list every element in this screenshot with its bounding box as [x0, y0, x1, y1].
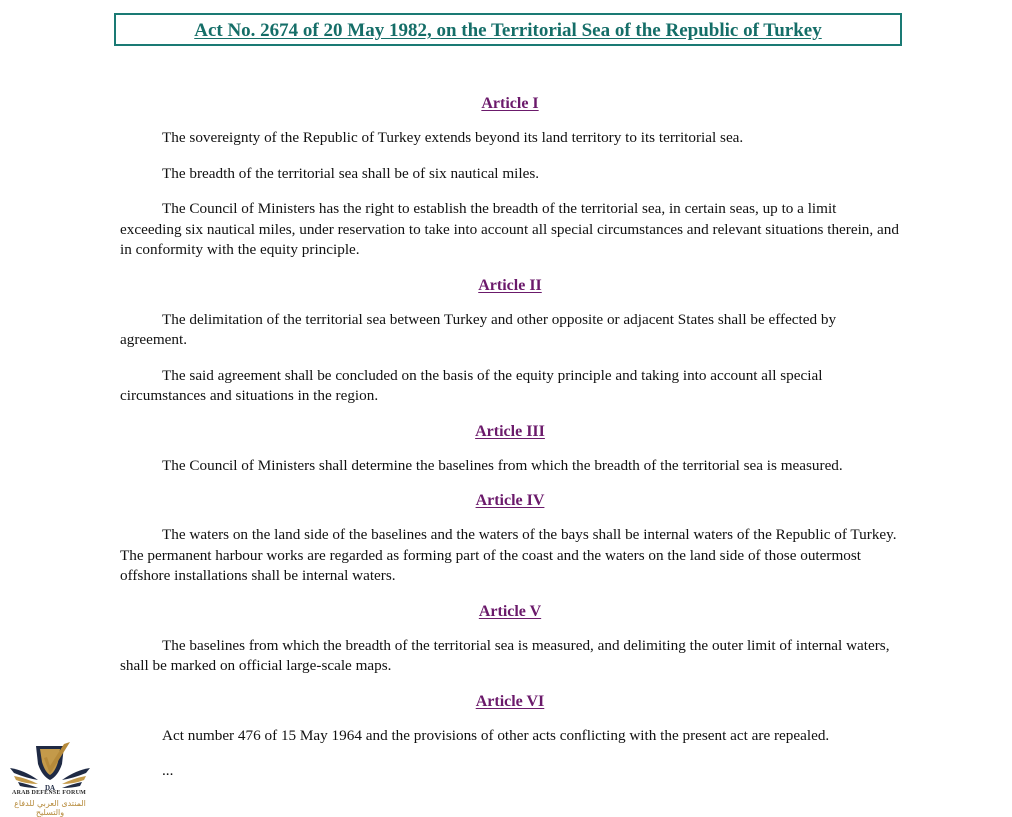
logo-monogram: DA [44, 784, 56, 792]
article-paragraph: The Council of Ministers shall determine the baselines from which the breadth of the territorial sea is measured. [162, 456, 843, 474]
document-body [120, 94, 900, 782]
article-paragraph: The baselines from which the breadth of the territorial sea is measured, and delimiting the outer limit of internal waters, shall be marked on official large-scale maps. [120, 636, 890, 674]
article-heading-link[interactable]: Article VI [475, 692, 545, 710]
article-paragraph: The sovereignty of the Republic of Turkey extends beyond its land territory to its territorial sea. [162, 129, 744, 146]
article-paragraph: The waters on the land side of the baselines and the waters of the bays shall be internal waters of the Republic of Turkey. The permanent harbour works are regarded as forming part of the coast and the waters on the land side of those outermost offshore installations shall be internal waters. [120, 526, 897, 584]
document-title-box [114, 13, 902, 46]
article-heading-link[interactable]: Article IV [475, 492, 545, 509]
logo-name-arabic: المنتدى العربي للدفاع والتسليح [14, 799, 86, 817]
article-heading-link[interactable]: Article I [481, 95, 539, 112]
article-heading-link[interactable]: Article II [478, 276, 542, 294]
logo-name-english: ARAB DEFENSE FORUM [12, 790, 86, 796]
article-4 [120, 491, 900, 587]
article-paragraph: The breadth of the territorial sea shall be of six nautical miles. [162, 164, 540, 182]
article-6 [120, 692, 900, 747]
article-heading-link[interactable]: Article III [475, 422, 545, 440]
article-heading-link[interactable]: Article V [478, 602, 542, 620]
article-paragraph: The said agreement shall be concluded on the basis of the equity principle and taking into account all special circumstances and situations in the region. [120, 366, 823, 404]
document-title-link[interactable]: Act No. 2674 of 20 May 1982, on the Territorial Sea of the Republic of Turkey [194, 20, 822, 41]
article-5 [120, 602, 900, 677]
article-3 [120, 422, 900, 477]
article-2 [120, 276, 900, 407]
continuation-ellipsis: ... [162, 762, 174, 779]
article-paragraph: Act number 476 of 15 May 1964 and the provisions of other acts conflicting with the present act are repealed. [162, 726, 830, 744]
article-paragraph: The delimitation of the territorial sea between Turkey and other opposite or adjacent States shall be effected by agreement. [120, 310, 837, 348]
article-1 [120, 94, 900, 261]
article-paragraph: The Council of Ministers has the right to establish the breadth of the territorial sea, in certain seas, up to a limit exceeding six nautical miles, under reservation to take into account all special circumstances and relevant situations therein, and in conformity with the equity principle. [120, 200, 899, 258]
